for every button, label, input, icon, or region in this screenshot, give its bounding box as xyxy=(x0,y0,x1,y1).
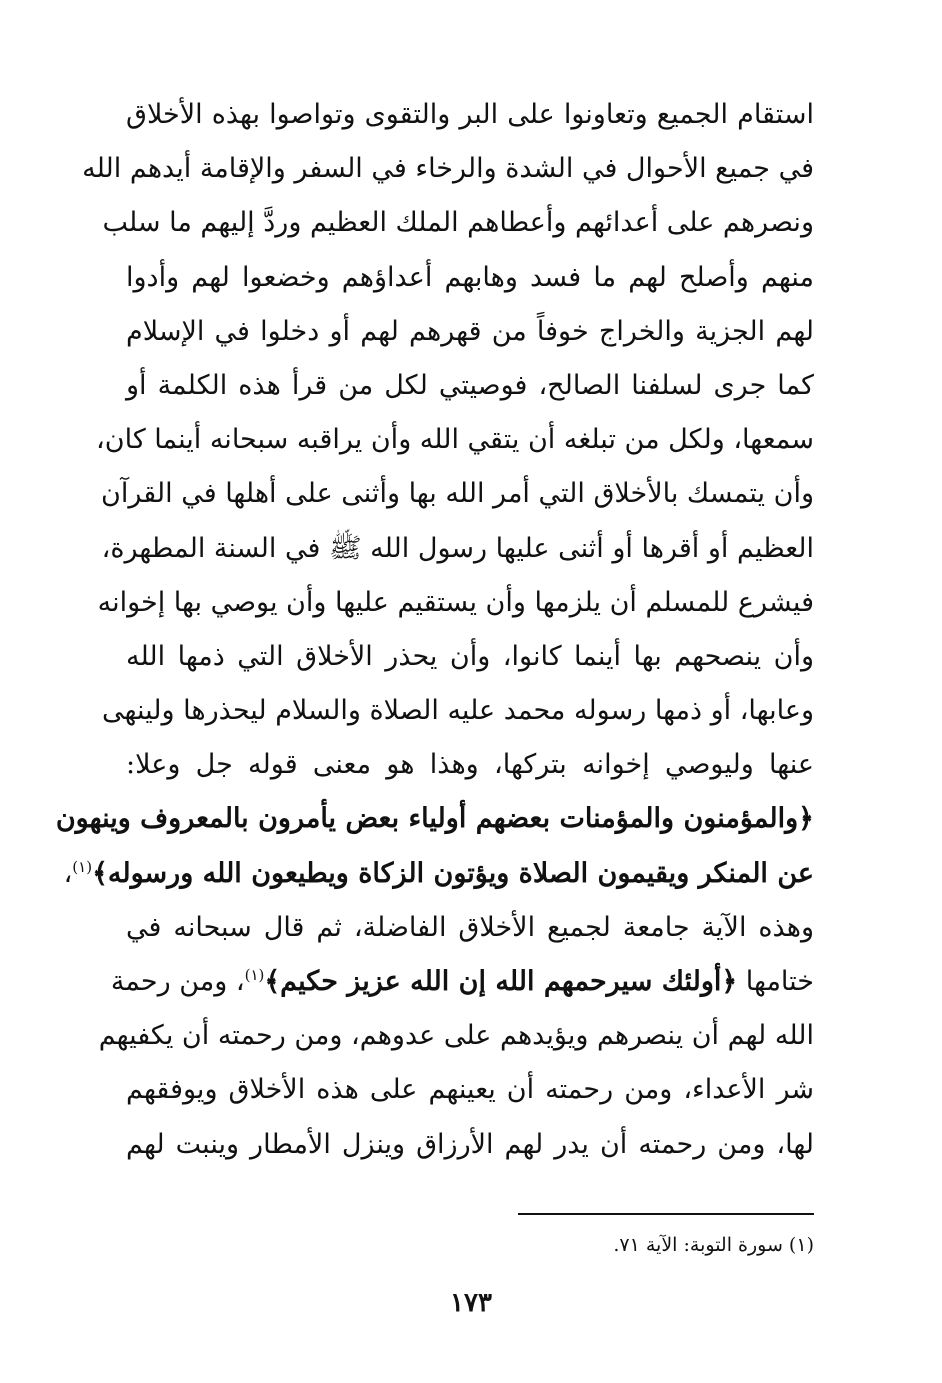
text-line: كما جرى لسلفنا الصالح، فوصيتي لكل من قرأ هذه الكلمة أو xyxy=(126,369,814,401)
quran-verse-line xyxy=(63,847,814,901)
text-line: في جميع الأحوال في الشدة والرخاء في السفر والإقامة أيدهم الله xyxy=(82,153,814,185)
page-number: ١٧٣ xyxy=(450,1288,492,1318)
text-line: وأن ينصحهم بها أينما كانوا، وأن يحذر الأخلاق التي ذمها الله xyxy=(126,640,814,672)
text-fragment: ، ومن رحمة xyxy=(110,966,245,997)
text-line: وهذه الآية جامعة لجميع الأخلاق الفاضلة، ثم قال سبحانه في xyxy=(126,911,814,943)
text-line: ونصرهم على أعدائهم وأعطاهم الملك العظيم وردَّ إليهم ما سلب xyxy=(102,207,814,239)
text-line: العظيم أو أقرها أو أثنى عليها رسول الله ﷺ في السنة المطهرة، xyxy=(101,532,814,564)
text-line: لهم الجزية والخراج خوفاً من قهرهم لهم أو دخلوا في الإسلام xyxy=(126,315,814,347)
text-line: عنها وليوصي إخوانه بتركها، وهذا هو معنى قوله جل وعلا: xyxy=(126,749,814,781)
text-line: وأن يتمسك بالأخلاق التي أمر الله بها وأثنى على أهلها في القرآن xyxy=(101,478,814,510)
text-line: الله لهم أن ينصرهم ويؤيدهم على عدوهم، ومن رحمته أن يكفيهم xyxy=(98,1020,814,1052)
text-line: فيشرع للمسلم أن يلزمها وأن يستقيم عليها وأن يوصي بها إخوانه xyxy=(97,586,814,618)
text-line: منهم وأصلح لهم ما فسد وهابهم أعداؤهم وخضعوا لهم وأدوا xyxy=(126,261,814,293)
text-line: شر الأعداء، ومن رحمته أن يعينهم على هذه الأخلاق ويوفقهم xyxy=(126,1074,814,1106)
footnote-reference: (١) xyxy=(72,857,93,876)
text-line: وعابها، أو ذمها رسوله محمد عليه الصلاة والسلام ليحذرها ولينهى xyxy=(102,695,814,727)
text-fragment: ختامها xyxy=(745,966,814,997)
quran-verse-line: ﴿والمؤمنون والمؤمنات بعضهم أولياء بعض يأمرون بالمعروف وينهون xyxy=(55,803,814,835)
text-line: لها، ومن رحمته أن يدر لهم الأرزاق وينزل الأمطار وينبت لهم xyxy=(126,1128,814,1160)
quran-verse-text: عن المنكر ويقيمون الصلاة ويؤتون الزكاة ويطيعون الله ورسوله﴾ xyxy=(92,857,814,889)
footnote: (١) سورة التوبة: الآية ٧١. xyxy=(613,1234,814,1256)
text-line: استقام الجميع وتعاونوا على البر والتقوى وتواصوا بهذه الأخلاق xyxy=(126,99,814,130)
mixed-verse-line xyxy=(110,955,814,1009)
footnote-divider xyxy=(518,1213,814,1215)
punctuation: ، xyxy=(63,857,73,889)
main-text-block xyxy=(55,88,814,1172)
text-line: سمعها، ولكل من تبلغه أن يتقي الله وأن يراقبه سبحانه أينما كان، xyxy=(96,424,814,456)
footnote-reference: (١) xyxy=(244,966,265,984)
quran-verse-text: ﴿أولئك سيرحمهم الله إن الله عزيز حكيم﴾ xyxy=(264,966,738,997)
